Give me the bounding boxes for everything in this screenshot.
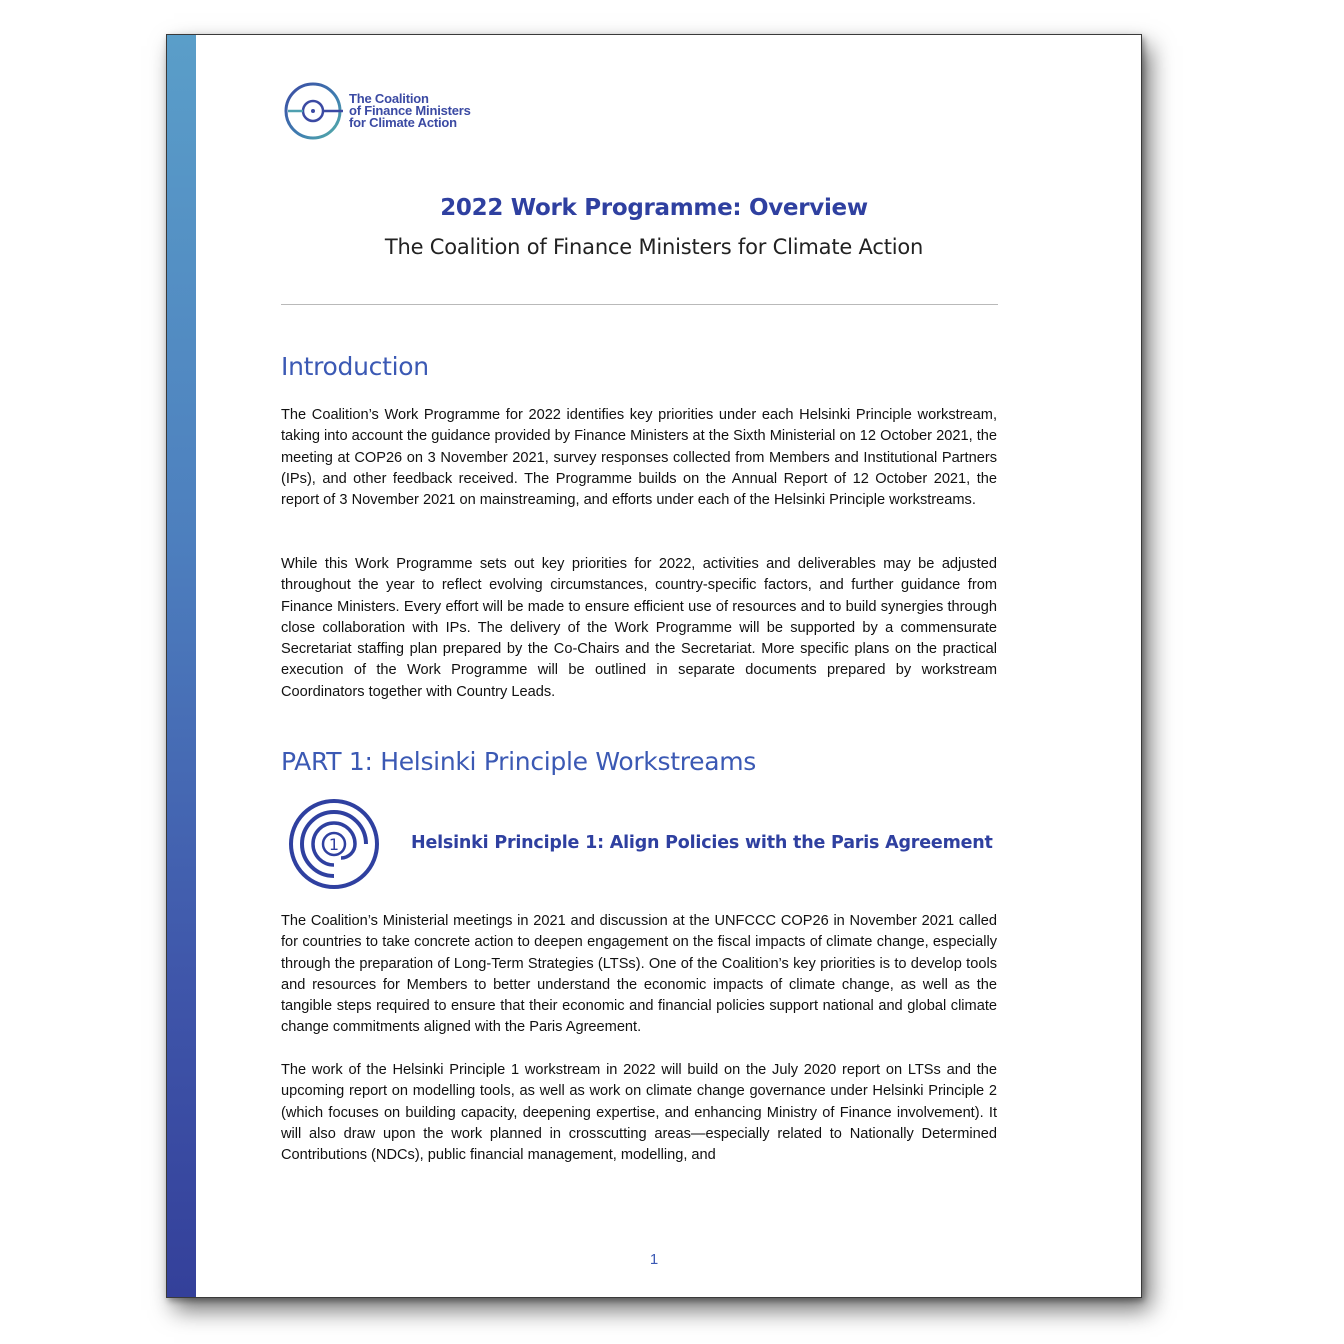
principle-1-paragraph-1: The Coalition’s Ministerial meetings in 2021 and discussion at the UNFCCC COP26 in November 2021 called for countries to take concrete action to deepen engagement on the fiscal impacts of climate change, especially through the preparation of Long-Term Strategies (LTSs). One of the Coalition’s key priorities is to develop tools and resources for Members to better understand the economic impacts of climate change, as well as the tangible steps required to ensure that their economic and financial policies support national and global climate change commitments aligned with the Paris Agreement. (281, 913, 997, 1036)
principle-1-icon (287, 797, 381, 891)
document-title: 2022 Work Programme: Overview (440, 195, 868, 221)
part1-heading: PART 1: Helsinki Principle Workstreams (281, 747, 757, 776)
logo-line-1: The Coalition (349, 91, 429, 106)
principle-1-paragraph-2: The work of the Helsinki Principle 1 workstream in 2022 will build on the July 2020 report on LTSs and the upcoming report on modelling tools, as well as work on climate change governance under Helsinki Principle 2 (which focuses on building capacity, deepening expertise, and enhancing Ministry of Finance involvement). It will also draw upon the work planned in crosscutting areas—especially related to Nationally Determined Contributions (NDCs), public financial management, modelling, and (281, 1062, 997, 1164)
logo-wordmark (349, 93, 471, 129)
coalition-logo-icon (283, 81, 345, 143)
principle-1-heading: Helsinki Principle 1: Align Policies with the Paris Agreement (411, 833, 993, 853)
coalition-logo (283, 81, 523, 143)
sidebar-color-band (167, 35, 196, 1297)
logo-line-3: for Climate Action (349, 115, 457, 130)
title-divider (281, 304, 998, 305)
principle-1-number: 1 (328, 835, 340, 854)
introduction-paragraph-2: While this Work Programme sets out key priorities for 2022, activities and deliverables may be adjusted throughout the year to reflect evolving circumstances, country-specific factors, and further guidance from Finance Ministers. Every effort will be made to ensure efficient use of resources and to build synergies through close collaboration with IPs. The delivery of the Work Programme will be supported by a commensurate Secretariat staffing plan prepared by the Co-Chairs and the Secretariat. More specific plans on the practical execution of the Work Programme will be outlined in separate documents prepared by workstream Coordinators together with Country Leads. (281, 556, 997, 700)
introduction-heading: Introduction (281, 352, 429, 381)
page-number: 1 (649, 1251, 659, 1268)
document-subtitle: The Coalition of Finance Ministers for Climate Action (384, 235, 924, 259)
document-page (166, 34, 1142, 1298)
logo-line-2: of Finance Ministers (349, 103, 471, 118)
introduction-paragraph-1: The Coalition’s Work Programme for 2022 identifies key priorities under each Helsinki Principle workstream, taking into account the guidance provided by Finance Ministers at the Sixth Ministerial on 12 October 2021, the meeting at COP26 on 3 November 2021, survey responses collected from Members and Institutional Partners (IPs), and other feedback received. The Programme builds on the Annual Report of 12 October 2021, the report of 3 November 2021 on mainstreaming, and efforts under each of the Helsinki Principle workstreams. (281, 407, 997, 509)
